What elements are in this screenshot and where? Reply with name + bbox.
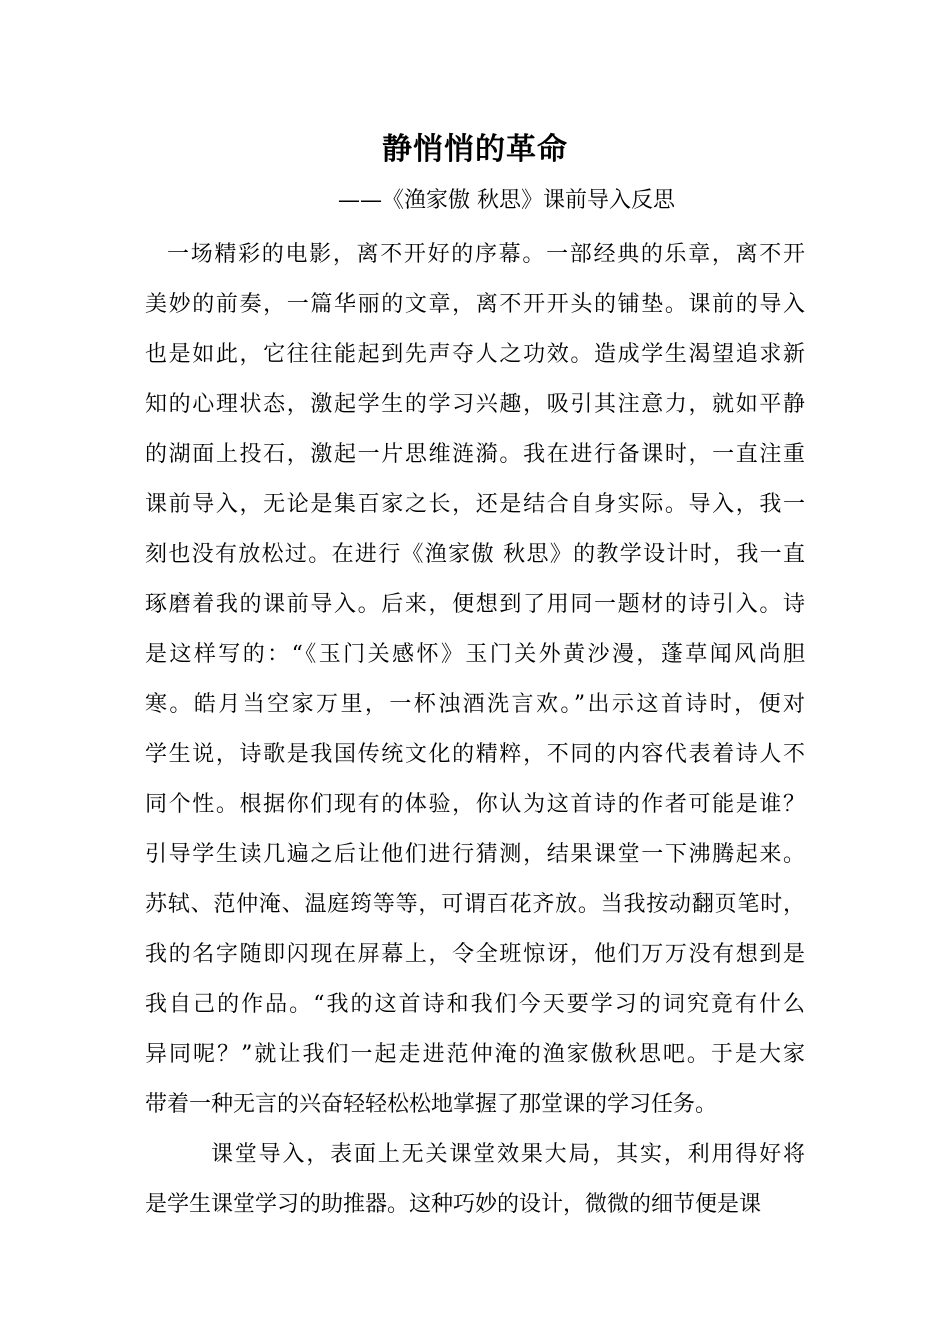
body-line: 带着一种无言的兴奋轻轻松松地掌握了那堂课的学习任务。: [145, 1092, 718, 1117]
body-line: 课前导入，无论是集百家之长，还是结合自身实际。导入，我一: [145, 492, 805, 517]
body-line: 是这样写的：“《玉门关感怀》玉门关外黄沙漫，蓬草闻风尚胆: [145, 642, 805, 667]
body-line: 学生说，诗歌是我国传统文化的精粹，不同的内容代表着诗人不: [145, 742, 805, 767]
body-line: 我自己的作品。“我的这首诗和我们今天要学习的词究竟有什么: [145, 992, 805, 1017]
body-line: 苏轼、范仲淹、温庭筠等等，可谓百花齐放。当我按动翻页笔时，: [145, 892, 805, 917]
body-line: 异同呢？”就让我们一起走进范仲淹的渔家傲秋思吧。于是大家: [145, 1042, 805, 1067]
body-line: 琢磨着我的课前导入。后来，便想到了用同一题材的诗引入。诗: [145, 592, 805, 617]
body-line: 美妙的前奏，一篇华丽的文章，离不开开头的铺垫。课前的导入: [145, 292, 805, 317]
body-line: 寒。皓月当空家万里，一杯浊酒洗言欢。”出示这首诗时，便对: [145, 692, 805, 717]
body-line: 同个性。根据你们现有的体验，你认为这首诗的作者可能是谁？: [145, 792, 805, 817]
body-line: 是学生课堂学习的助推器。这种巧妙的设计，微微的细节便是课: [145, 1192, 762, 1217]
body-line: 一场精彩的电影，离不开好的序幕。一部经典的乐章，离不开: [167, 242, 805, 267]
body-line: 我的名字随即闪现在屏幕上，令全班惊讶，他们万万没有想到是: [145, 942, 805, 967]
body-line: 也是如此，它往往能起到先声夺人之功效。造成学生渴望追求新: [145, 342, 805, 367]
document-body: [145, 230, 805, 1230]
body-line: 刻也没有放松过。在进行《渔家傲 秋思》的教学设计时，我一直: [145, 542, 805, 567]
body-line: 的湖面上投石，激起一片思维涟漪。我在进行备课时，一直注重: [145, 442, 805, 467]
document-title: 静悄悄的革命: [382, 132, 568, 167]
body-line: 引导学生读几遍之后让他们进行猜测，结果课堂一下沸腾起来。: [145, 842, 805, 867]
document-subtitle: ——《渔家傲 秋思》课前导入反思: [338, 188, 675, 213]
body-line: 课堂导入，表面上无关课堂效果大局，其实，利用得好将: [211, 1142, 805, 1167]
body-line: 知的心理状态，激起学生的学习兴趣，吸引其注意力，就如平静: [145, 392, 805, 417]
